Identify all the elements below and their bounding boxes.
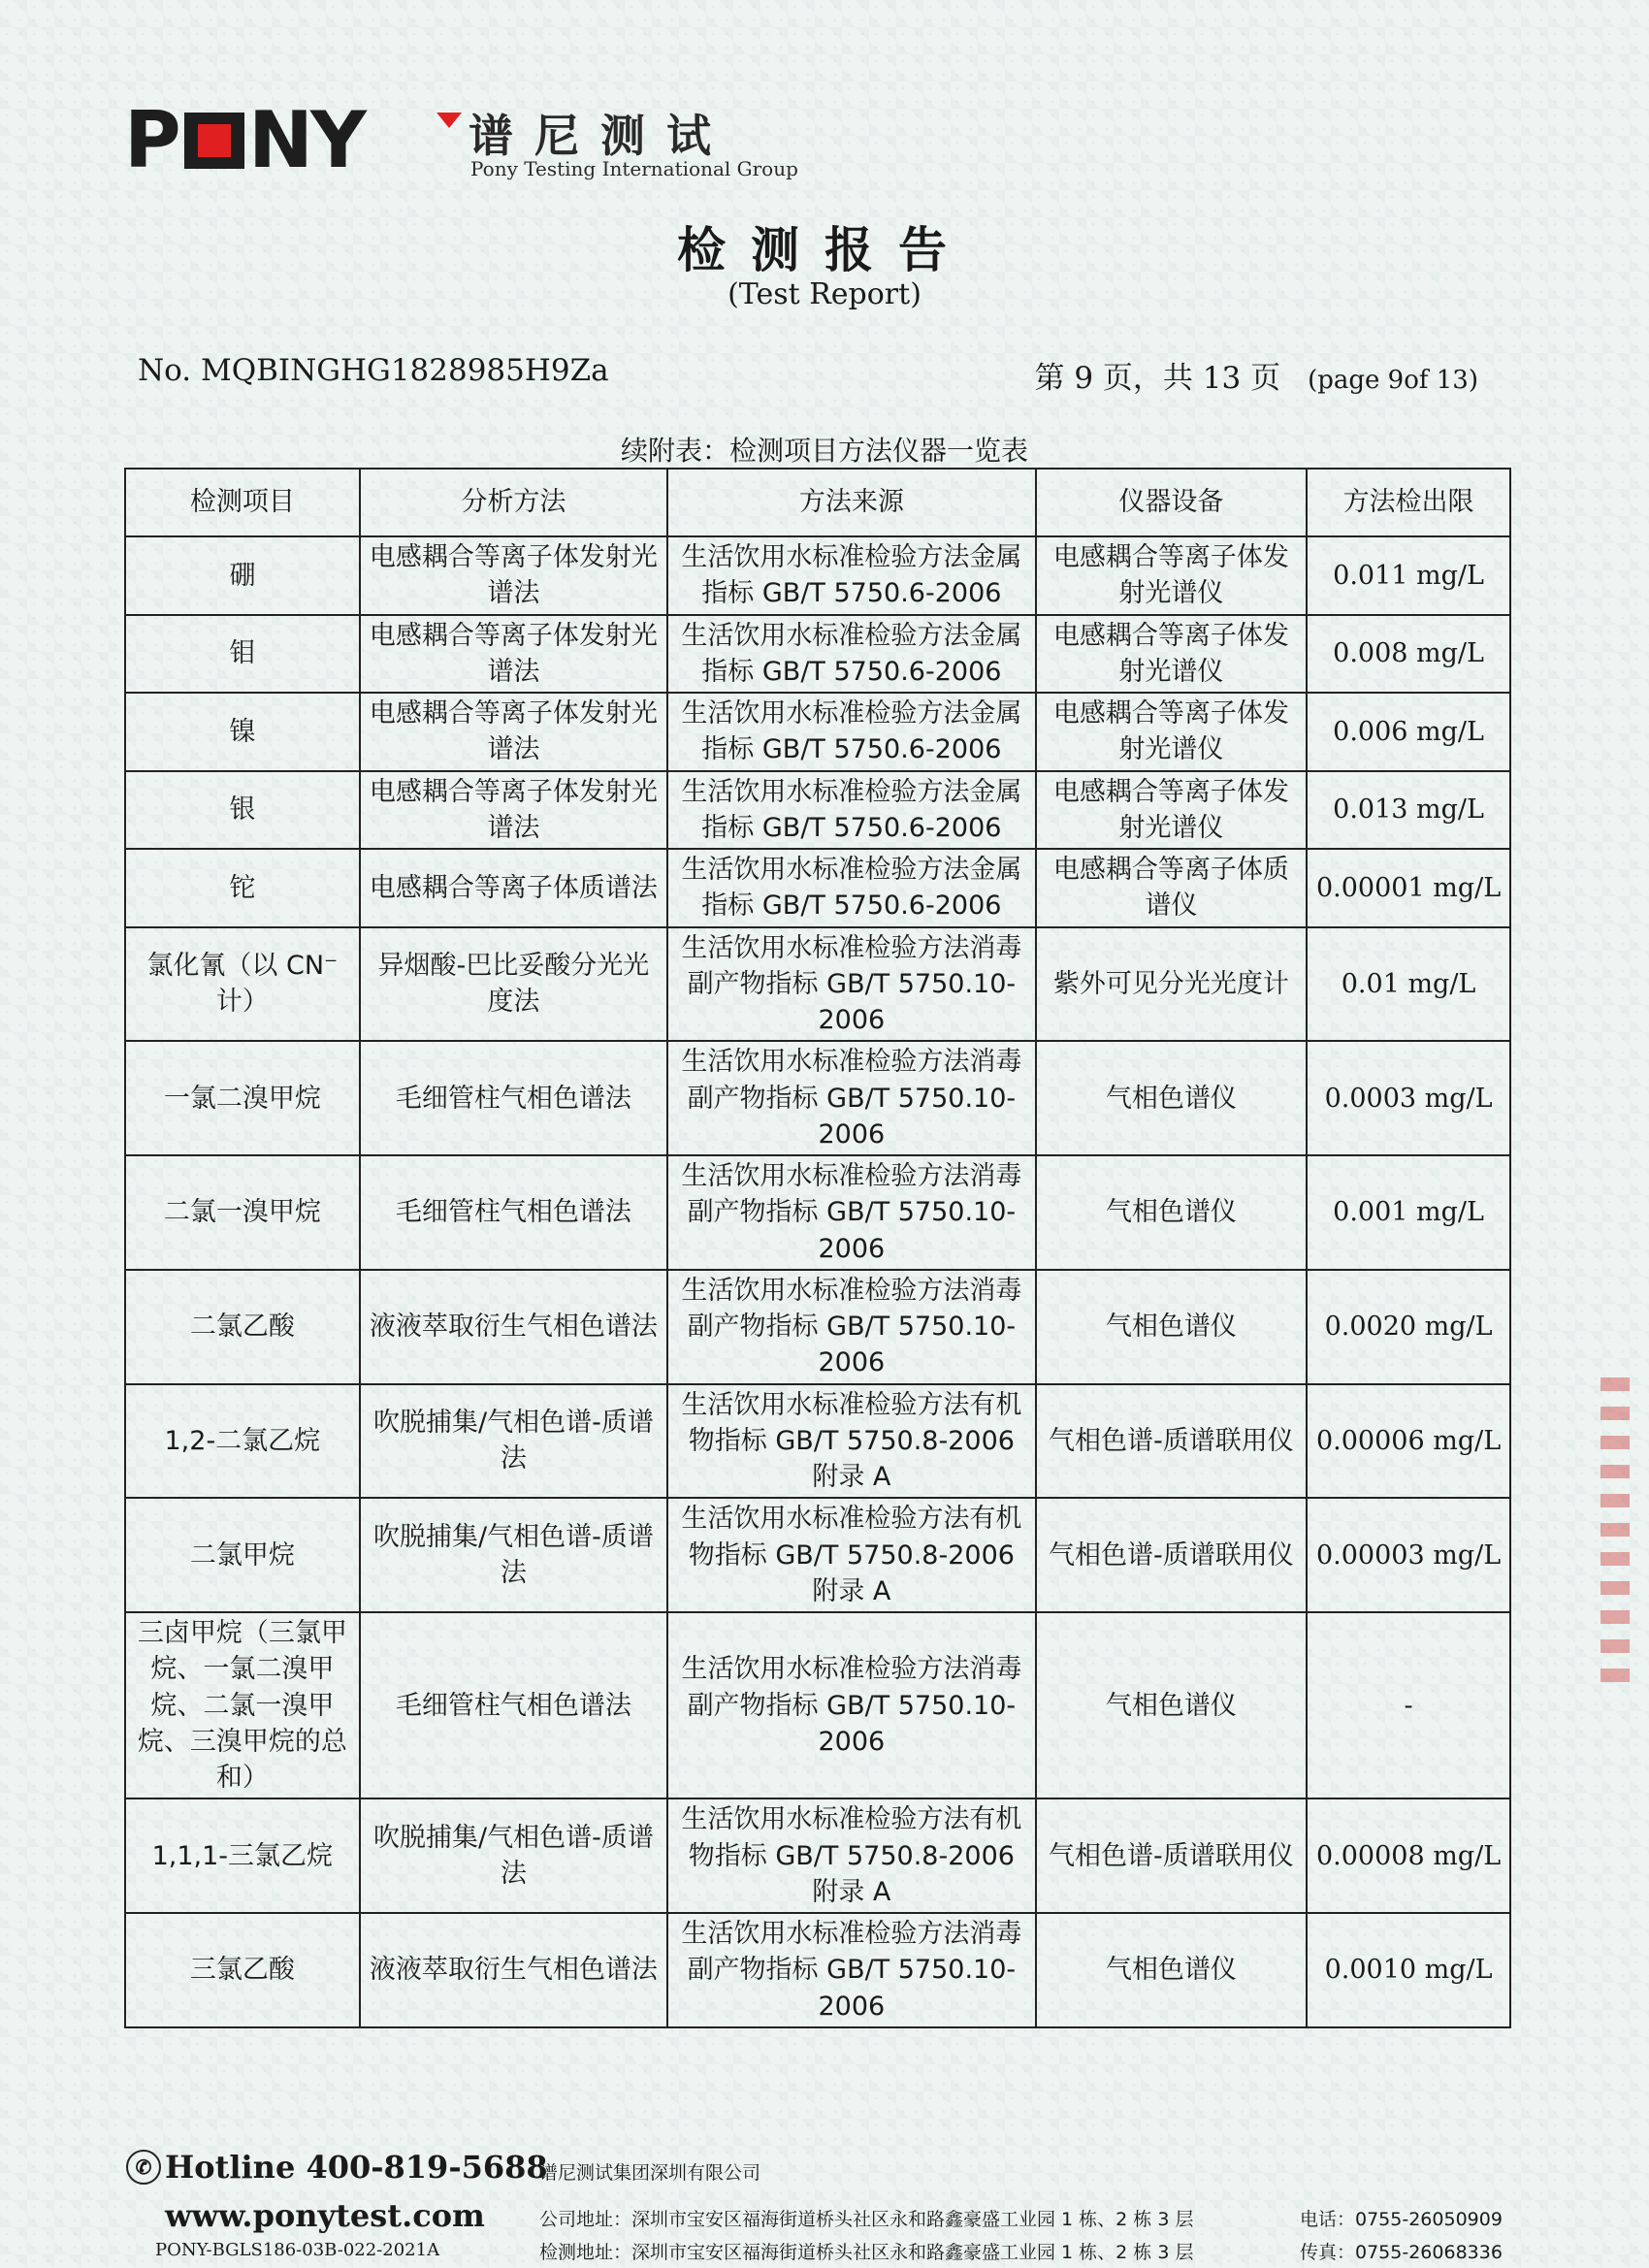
cell-limit: 0.008 mg/L [1307, 615, 1510, 694]
cell-method: 电感耦合等离子体质谱法 [360, 849, 667, 927]
cell-source: 生活饮用水标准检验方法消毒副产物指标 GB/T 5750.10-2006 [667, 1041, 1035, 1155]
cell-method: 液液萃取衍生气相色谱法 [360, 1270, 667, 1384]
cell-method: 吹脱捕集/气相色谱-质谱法 [360, 1798, 667, 1913]
company-address: 公司地址：深圳市宝安区福海街道桥头社区永和路鑫豪盛工业园 1 栋、2 栋 3 层 [539, 2209, 1194, 2230]
cell-limit: 0.0020 mg/L [1307, 1270, 1510, 1384]
cell-limit: 0.00001 mg/L [1307, 849, 1510, 927]
cell-limit: 0.00008 mg/L [1307, 1798, 1510, 1913]
cell-method: 毛细管柱气相色谱法 [360, 1041, 667, 1155]
cell-source: 生活饮用水标准检验方法金属指标 GB/T 5750.6-2006 [667, 693, 1035, 771]
header-source: 方法来源 [667, 469, 1035, 536]
cell-item: 一氯二溴甲烷 [125, 1041, 360, 1155]
cell-instrument: 电感耦合等离子体发射光谱仪 [1036, 771, 1308, 850]
table-row [125, 927, 1510, 1042]
fax: 传真：0755-26068336 [1300, 2242, 1503, 2263]
cell-source: 生活饮用水标准检验方法金属指标 GB/T 5750.6-2006 [667, 536, 1035, 615]
table-row [125, 1155, 1510, 1270]
cell-instrument: 电感耦合等离子体发射光谱仪 [1036, 615, 1308, 694]
cell-source: 生活饮用水标准检验方法消毒副产物指标 GB/T 5750.10-2006 [667, 1913, 1035, 2027]
cell-limit: 0.006 mg/L [1307, 693, 1510, 771]
cell-item: 三卤甲烷（三氯甲烷、一氯二溴甲烷、二氯一溴甲烷、三溴甲烷的总和） [125, 1612, 360, 1798]
table-row [125, 1041, 1510, 1155]
hotline [126, 2149, 548, 2186]
cell-method: 电感耦合等离子体发射光谱法 [360, 771, 667, 850]
table-row [125, 1384, 1510, 1499]
cell-source: 生活饮用水标准检验方法消毒副产物指标 GB/T 5750.10-2006 [667, 1270, 1035, 1384]
table-row [125, 849, 1510, 927]
cell-item: 硼 [125, 536, 360, 615]
cell-item: 三氯乙酸 [125, 1913, 360, 2027]
cell-source: 生活饮用水标准检验方法金属指标 GB/T 5750.6-2006 [667, 615, 1035, 694]
header-item: 检测项目 [125, 469, 360, 536]
cell-item: 二氯一溴甲烷 [125, 1155, 360, 1270]
cell-method: 吹脱捕集/气相色谱-质谱法 [360, 1384, 667, 1499]
cell-limit: 0.00003 mg/L [1307, 1498, 1510, 1612]
cell-limit: 0.001 mg/L [1307, 1155, 1510, 1270]
table-row [125, 693, 1510, 771]
cell-instrument: 气相色谱-质谱联用仪 [1036, 1798, 1308, 1913]
website: www.ponytest.com [165, 2197, 485, 2234]
cell-limit: 0.0003 mg/L [1307, 1041, 1510, 1155]
brand-name-cn: 谱尼测试 [469, 110, 732, 162]
cell-limit: 0.0010 mg/L [1307, 1913, 1510, 2027]
cell-method: 异烟酸-巴比妥酸分光光度法 [360, 927, 667, 1042]
cell-instrument: 电感耦合等离子体发射光谱仪 [1036, 693, 1308, 771]
telephone: 电话：0755-26050909 [1300, 2209, 1503, 2230]
cell-method: 毛细管柱气相色谱法 [360, 1155, 667, 1270]
table-caption: 续附表：检测项目方法仪器一览表 [620, 435, 1028, 467]
cell-limit: 0.013 mg/L [1307, 771, 1510, 850]
test-address: 检测地址：深圳市宝安区福海街道桥头社区永和路鑫豪盛工业园 1 栋、2 栋 3 层 [539, 2242, 1194, 2263]
cell-method: 电感耦合等离子体发射光谱法 [360, 536, 667, 615]
cell-source: 生活饮用水标准检验方法消毒副产物指标 GB/T 5750.10-2006 [667, 1155, 1035, 1270]
cell-item: 1,2-二氯乙烷 [125, 1384, 360, 1499]
cell-instrument: 气相色谱仪 [1036, 1041, 1308, 1155]
cell-item: 1,1,1-三氯乙烷 [125, 1798, 360, 1913]
table-body [125, 536, 1510, 2027]
cell-method: 毛细管柱气相色谱法 [360, 1612, 667, 1798]
pony-logo [124, 97, 464, 184]
report-number: No. MQBINGHG1828985H9Za [138, 353, 609, 388]
cell-instrument: 气相色谱仪 [1036, 1155, 1308, 1270]
table-row [125, 615, 1510, 694]
header-limit: 方法检出限 [1307, 469, 1510, 536]
page-number-en: (page 9of 13) [1308, 366, 1478, 395]
cell-limit: 0.01 mg/L [1307, 927, 1510, 1042]
cell-source: 生活饮用水标准检验方法消毒副产物指标 GB/T 5750.10-2006 [667, 1612, 1035, 1798]
cell-instrument: 气相色谱仪 [1036, 1612, 1308, 1798]
report-subtitle: (Test Report) [728, 277, 922, 311]
cell-limit: 0.011 mg/L [1307, 536, 1510, 615]
cell-instrument: 气相色谱-质谱联用仪 [1036, 1498, 1308, 1612]
cell-instrument: 气相色谱仪 [1036, 1913, 1308, 2027]
seal-stamp-edge [1600, 1377, 1630, 1698]
table-header-row [125, 469, 1510, 536]
company-name: 谱尼测试集团深圳有限公司 [539, 2162, 761, 2184]
cell-method: 电感耦合等离子体发射光谱法 [360, 615, 667, 694]
cell-method: 吹脱捕集/气相色谱-质谱法 [360, 1498, 667, 1612]
document-id: PONY-BGLS186-03B-022-2021A [155, 2240, 440, 2260]
header-method: 分析方法 [360, 469, 667, 536]
table-row [125, 1270, 1510, 1384]
pony-o-mark-icon [184, 113, 244, 169]
brand-name-en: Pony Testing International Group [470, 157, 798, 180]
cell-limit: 0.00006 mg/L [1307, 1384, 1510, 1499]
svg-text:NY: NY [248, 107, 364, 175]
page-number [1035, 353, 1479, 397]
header-instrument: 仪器设备 [1036, 469, 1308, 536]
cell-instrument: 气相色谱-质谱联用仪 [1036, 1384, 1308, 1499]
table-row [125, 1913, 1510, 2027]
cell-source: 生活饮用水标准检验方法有机物指标 GB/T 5750.8-2006 附录 A [667, 1384, 1035, 1499]
table-row [125, 1612, 1510, 1798]
cell-instrument: 电感耦合等离子体发射光谱仪 [1036, 536, 1308, 615]
cell-method: 液液萃取衍生气相色谱法 [360, 1913, 667, 2027]
cell-source: 生活饮用水标准检验方法有机物指标 GB/T 5750.8-2006 附录 A [667, 1798, 1035, 1913]
cell-item: 二氯甲烷 [125, 1498, 360, 1612]
cell-item: 钼 [125, 615, 360, 694]
footer [126, 2149, 1533, 2263]
cell-item: 银 [125, 771, 360, 850]
cell-source: 生活饮用水标准检验方法消毒副产物指标 GB/T 5750.10-2006 [667, 927, 1035, 1042]
pony-wordmark [124, 107, 464, 175]
hotline-text: Hotline 400-819-5688 [165, 2149, 548, 2186]
cell-item: 镍 [125, 693, 360, 771]
table-row [125, 1798, 1510, 1913]
page-number-cn: 第 9 页，共 13 页 [1034, 361, 1281, 396]
cell-method: 电感耦合等离子体发射光谱法 [360, 693, 667, 771]
cell-limit: - [1307, 1612, 1510, 1798]
cell-item: 铊 [125, 849, 360, 927]
letterhead [124, 97, 900, 184]
cell-source: 生活饮用水标准检验方法有机物指标 GB/T 5750.8-2006 附录 A [667, 1498, 1035, 1612]
cell-instrument: 紫外可见分光光度计 [1036, 927, 1308, 1042]
cell-source: 生活饮用水标准检验方法金属指标 GB/T 5750.6-2006 [667, 849, 1035, 927]
table-row [125, 536, 1510, 615]
cell-instrument: 气相色谱仪 [1036, 1270, 1308, 1384]
method-table [124, 468, 1511, 2028]
cell-item: 二氯乙酸 [125, 1270, 360, 1384]
cell-item: 氯化氰（以 CN⁻计） [125, 927, 360, 1042]
phone-icon: ✆ [126, 2150, 161, 2185]
table-row [125, 1498, 1510, 1612]
svg-text:P: P [124, 107, 179, 175]
report-title: 检测报告 [677, 222, 972, 278]
cell-instrument: 电感耦合等离子体质谱仪 [1036, 849, 1308, 927]
table-row [125, 771, 1510, 850]
cell-source: 生活饮用水标准检验方法金属指标 GB/T 5750.6-2006 [667, 771, 1035, 850]
